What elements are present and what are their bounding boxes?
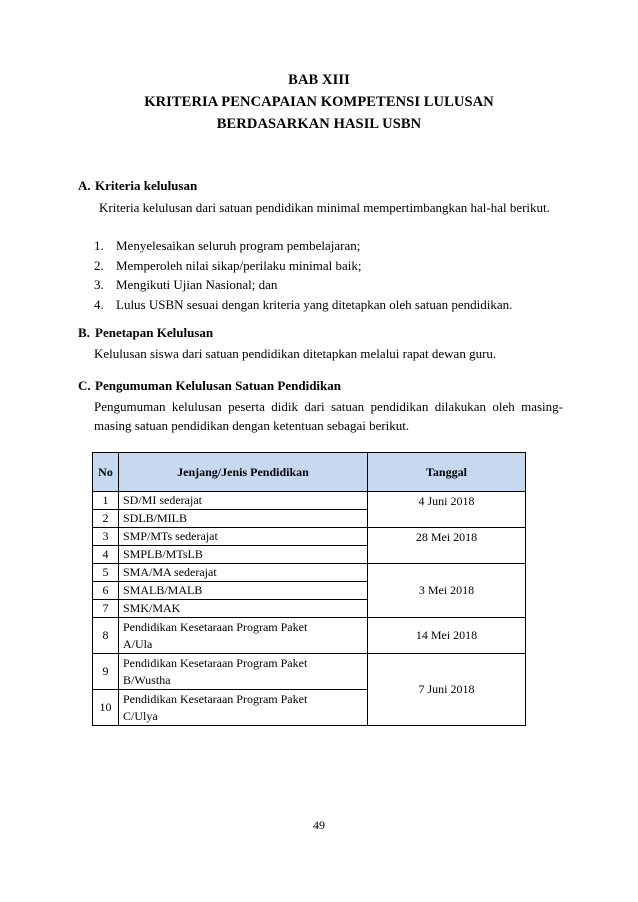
list-item-number: 3. xyxy=(94,277,104,292)
row-number: 6 xyxy=(93,582,119,600)
list-item xyxy=(94,236,564,256)
row-jenjang-line-1: Pendidikan Kesetaraan Program Paket xyxy=(123,692,308,706)
list-item xyxy=(94,275,564,295)
header-jenjang: Jenjang/Jenis Pendidikan xyxy=(119,453,368,492)
list-item xyxy=(94,256,564,276)
section-b-body: Kelulusan siswa dari satuan pendidikan ditetapkan melalui rapat dewan guru. xyxy=(94,346,497,361)
row-number: 2 xyxy=(93,510,119,528)
row-date: 7 Juni 2018 xyxy=(368,654,526,726)
table-row xyxy=(93,528,526,546)
row-number: 1 xyxy=(93,492,119,510)
row-jenjang: SMA/MA sederajat xyxy=(119,564,368,582)
row-jenjang xyxy=(119,690,368,726)
row-jenjang: SMPLB/MTsLB xyxy=(119,546,368,564)
section-a-letter: A. xyxy=(78,178,91,193)
page-number: 49 xyxy=(313,818,325,832)
section-c-title: Pengumuman Kelulusan Satuan Pendidikan xyxy=(95,378,341,393)
list-item-number: 1. xyxy=(94,238,104,253)
row-jenjang-line-1: Pendidikan Kesetaraan Program Paket xyxy=(123,620,308,634)
table-header-row xyxy=(93,453,526,492)
header-no: No xyxy=(93,453,119,492)
header-tanggal: Tanggal xyxy=(368,453,526,492)
section-a-intro: Kriteria kelulusan dari satuan pendidikan minimal mempertimbangkan hal-hal berikut. xyxy=(99,200,550,215)
row-jenjang: SMP/MTs sederajat xyxy=(119,528,368,546)
chapter-number: BAB XIII xyxy=(288,72,350,88)
row-jenjang xyxy=(119,654,368,690)
section-b-heading xyxy=(78,325,213,341)
list-item xyxy=(94,295,564,315)
criteria-list xyxy=(94,236,564,314)
list-item-text: Lulus USBN sesuai dengan kriteria yang ditetapkan oleh satuan pendidikan. xyxy=(116,296,513,312)
row-jenjang-line-1: Pendidikan Kesetaraan Program Paket xyxy=(123,656,308,670)
row-number: 10 xyxy=(93,690,119,726)
section-a-title: Kriteria kelulusan xyxy=(95,178,198,193)
chapter-title-line-2: BERDASARKAN HASIL USBN xyxy=(216,116,422,132)
list-item-number: 2. xyxy=(94,257,104,273)
row-date: 3 Mei 2018 xyxy=(368,564,526,618)
row-date: 28 Mei 2018 xyxy=(368,528,526,564)
list-item-number: 4. xyxy=(94,296,104,312)
table-row xyxy=(93,492,526,510)
graduation-schedule-table xyxy=(92,452,526,726)
section-c-letter: C. xyxy=(78,378,91,393)
chapter-title-line-1: KRITERIA PENCAPAIAN KOMPETENSI LULUSAN xyxy=(144,94,494,110)
row-jenjang-line-2: B/Wustha xyxy=(123,672,171,687)
row-jenjang: SMALB/MALB xyxy=(119,582,368,600)
row-number: 8 xyxy=(93,618,119,654)
section-c-body: Pengumuman kelulusan peserta didik dari satuan pendidikan dilakukan oleh masing-masing satuan pendidikan dengan ketentuan sebagai berikut. xyxy=(94,399,563,433)
section-a-heading xyxy=(78,178,197,194)
section-b-letter: B. xyxy=(78,325,90,340)
row-jenjang: SMK/MAK xyxy=(119,600,368,618)
list-item-text: Mengikuti Ujian Nasional; dan xyxy=(116,277,278,292)
list-item-text: Menyelesaikan seluruh program pembelajaran; xyxy=(116,238,361,253)
row-number: 4 xyxy=(93,546,119,564)
row-number: 9 xyxy=(93,654,119,690)
row-jenjang-line-2: C/Ulya xyxy=(123,708,158,723)
section-c-heading xyxy=(78,378,341,394)
row-date: 14 Mei 2018 xyxy=(368,618,526,654)
row-number: 3 xyxy=(93,528,119,546)
row-jenjang: SDLB/MILB xyxy=(119,510,368,528)
section-b-title: Penetapan Kelulusan xyxy=(95,325,214,340)
list-item-text: Memperoleh nilai sikap/perilaku minimal baik; xyxy=(116,257,362,273)
table-row xyxy=(93,564,526,582)
row-number: 5 xyxy=(93,564,119,582)
table-row xyxy=(93,618,526,654)
row-date: 4 Juni 2018 xyxy=(368,492,526,528)
table-row xyxy=(93,654,526,690)
row-jenjang-line-2: A/Ula xyxy=(123,636,153,651)
row-jenjang: SD/MI sederajat xyxy=(119,492,368,510)
row-number: 7 xyxy=(93,600,119,618)
row-jenjang xyxy=(119,618,368,654)
